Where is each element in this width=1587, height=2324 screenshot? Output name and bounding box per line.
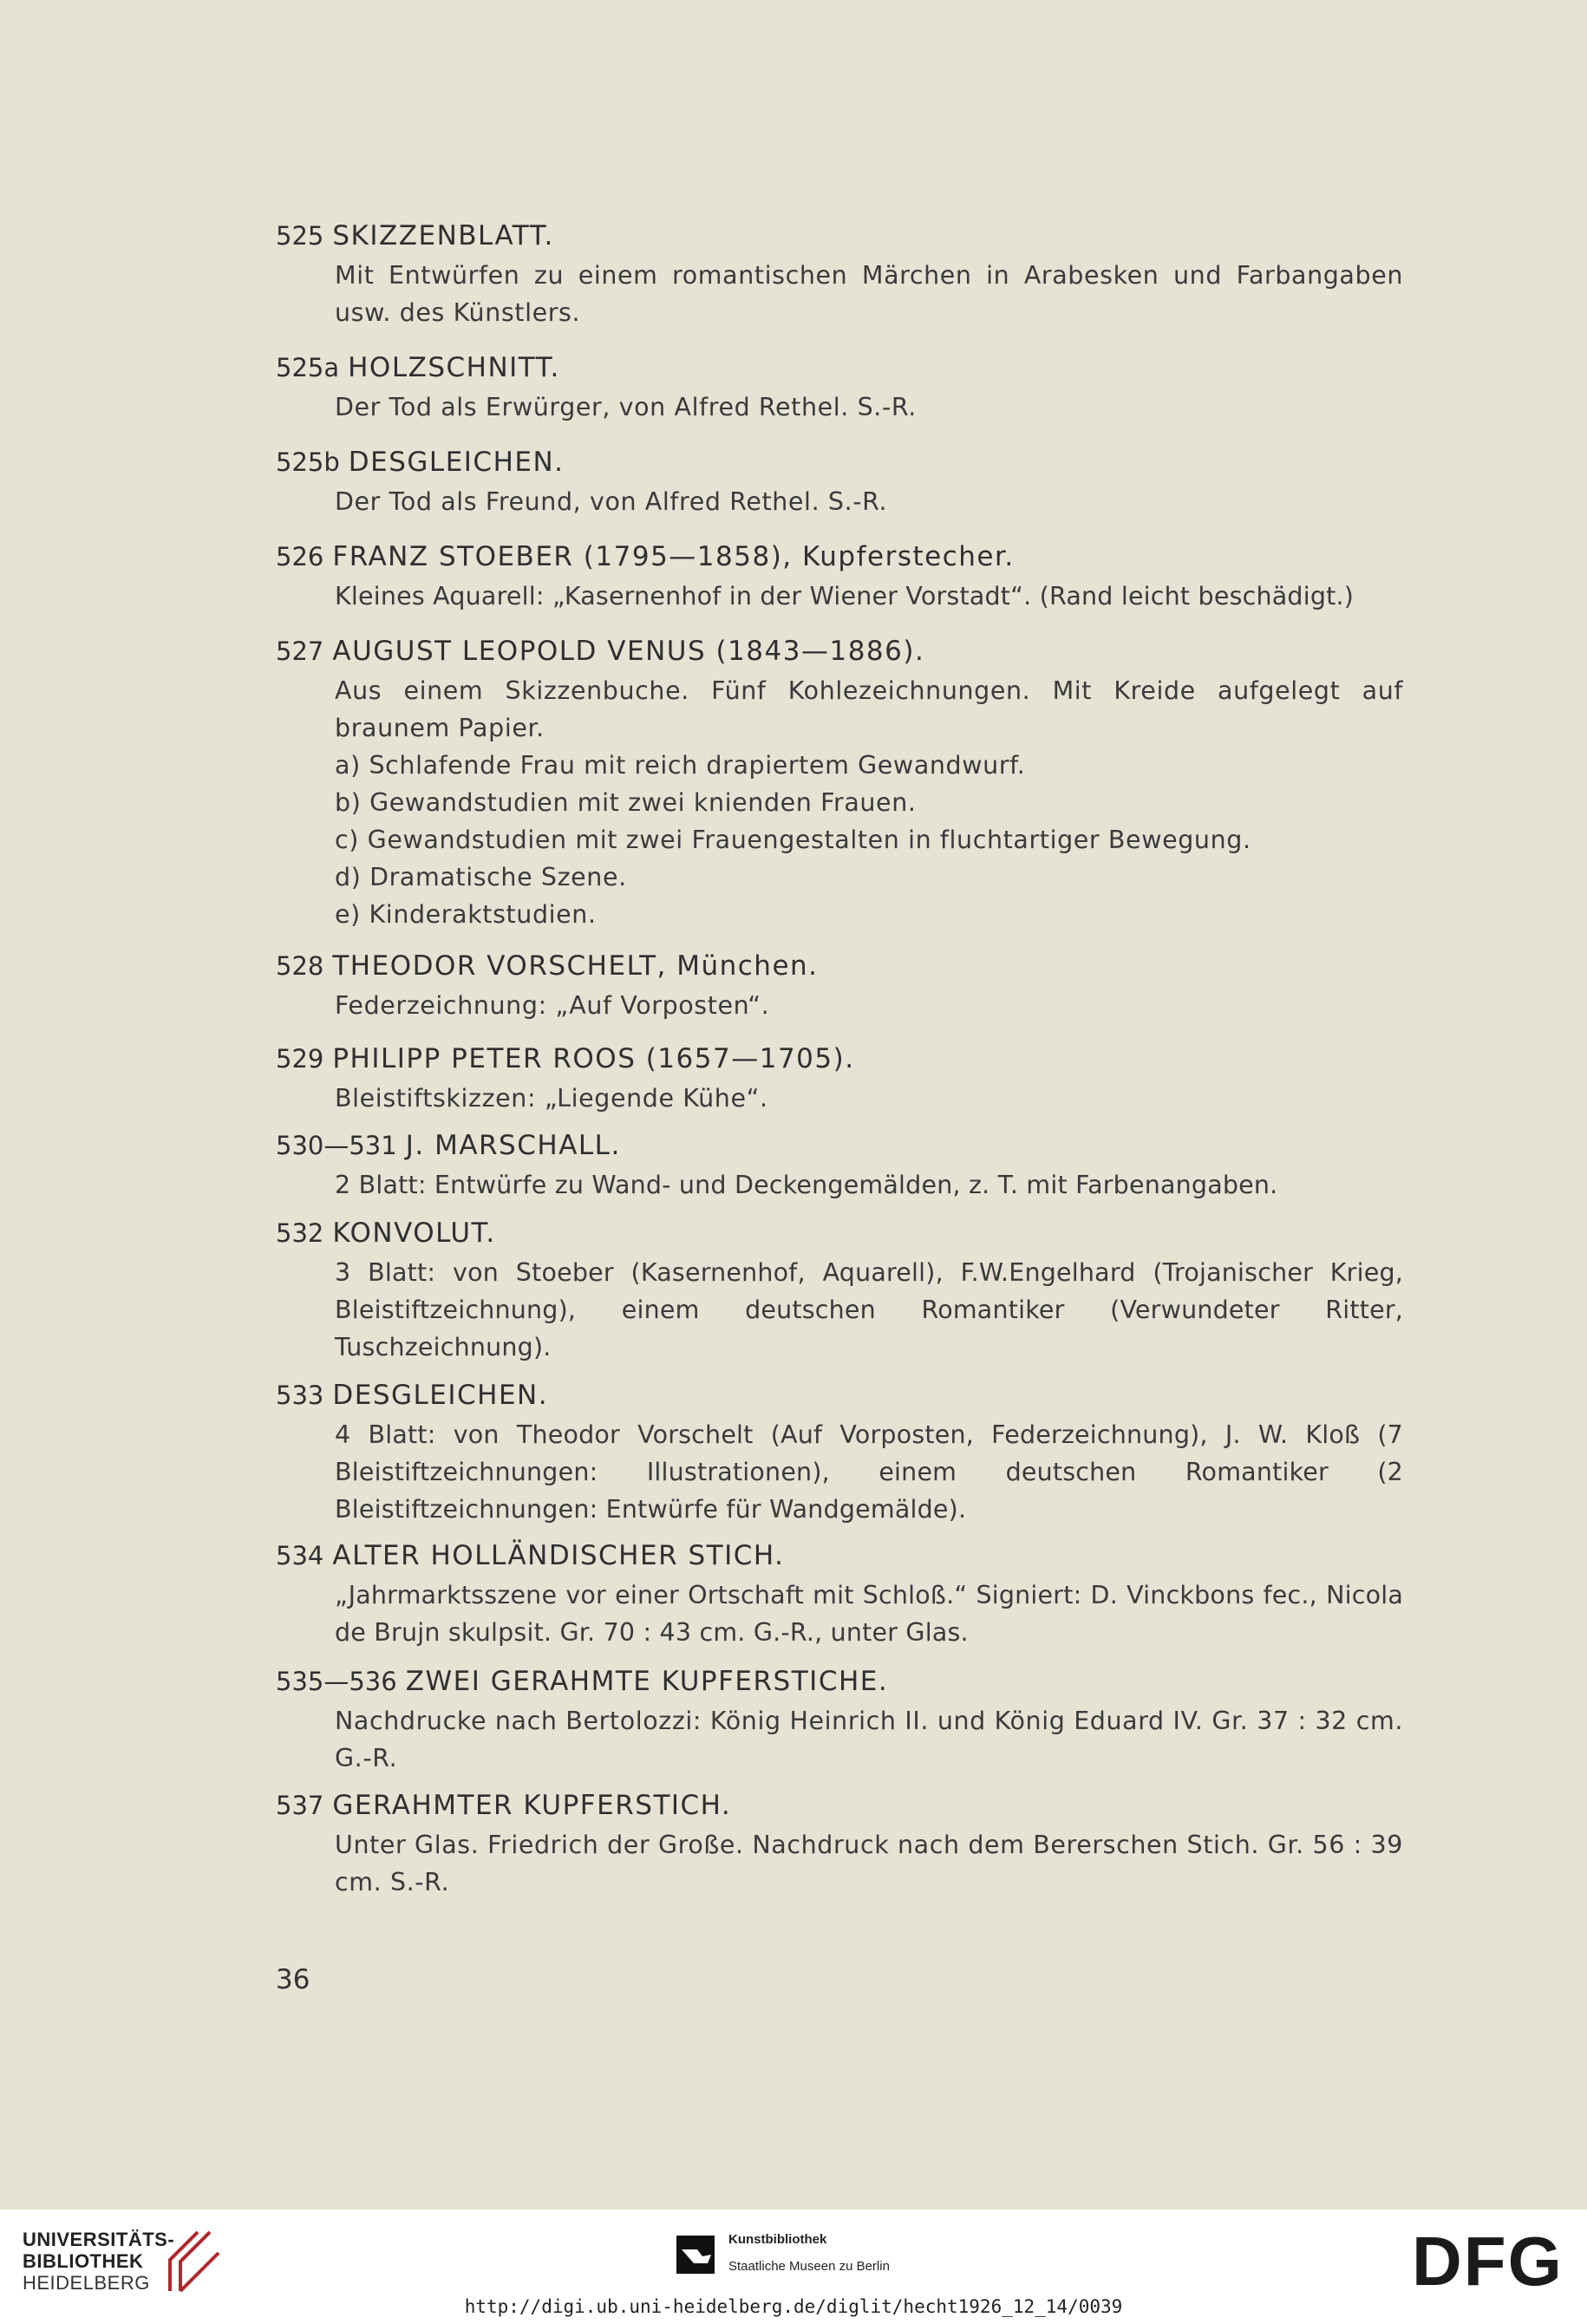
entry-description: Der Tod als Erwürger, von Alfred Rethel. S.-R. bbox=[335, 393, 917, 421]
entry-description: „Jahrmarktsszene vor einer Ortschaft mit Schloß.“ Signiert: D. Vinckbons fec., Nicola de Brujn skulpsit. Gr. 70 : 43 cm. G.-R., unter Glas. bbox=[335, 1581, 1403, 1647]
catalog-entry-527 bbox=[276, 634, 1403, 933]
subitem-c: c) Gewandstudien mit zwei Frauengestalten in fluchtartiger Bewegung. bbox=[335, 826, 1251, 854]
catalog-entry-537 bbox=[276, 1788, 1403, 1901]
university-library-logo[interactable] bbox=[23, 2229, 174, 2294]
entry-number: 525a bbox=[276, 353, 340, 382]
subitem-e: e) Kinderaktstudien. bbox=[335, 900, 597, 929]
university-logo-icon bbox=[154, 2227, 224, 2296]
entry-number: 534 bbox=[276, 1541, 324, 1570]
entry-title: ALTER HOLLÄNDISCHER STICH. bbox=[332, 1540, 785, 1571]
entry-title: GERAHMTER KUPFERSTICH. bbox=[332, 1790, 732, 1821]
entry-heading bbox=[276, 1378, 1403, 1413]
entry-title: FRANZ STOEBER (1795—1858), Kupferstecher. bbox=[332, 541, 1015, 572]
entry-heading bbox=[276, 634, 1403, 669]
catalog-entry-535-536 bbox=[276, 1664, 1403, 1777]
entry-description: Kleines Aquarell: „Kasernenhof in der Wiener Vorstadt“. (Rand leicht beschädigt.) bbox=[335, 582, 1355, 610]
entry-number: 527 bbox=[276, 636, 324, 666]
entry-title: PHILIPP PETER ROOS (1657—1705). bbox=[332, 1043, 855, 1074]
entry-description: Der Tod als Freund, von Alfred Rethel. S.-R. bbox=[335, 487, 888, 516]
entry-number: 537 bbox=[276, 1791, 324, 1820]
entry-heading bbox=[276, 1538, 1403, 1573]
entry-heading bbox=[276, 1128, 1403, 1163]
entry-heading bbox=[276, 949, 1403, 983]
entry-heading bbox=[276, 1664, 1403, 1699]
entry-heading bbox=[276, 1216, 1403, 1250]
catalog-entry-533 bbox=[276, 1378, 1403, 1528]
entry-description: Unter Glas. Friedrich der Große. Nachdruck nach dem Bererschen Stich. Gr. 56 : 39 cm. S.-R. bbox=[335, 1831, 1403, 1896]
entry-description: Aus einem Skizzenbuche. Fünf Kohlezeichnungen. Mit Kreide aufgelegt auf braunem Papier. bbox=[335, 676, 1403, 742]
entry-number: 525b bbox=[276, 447, 340, 477]
entry-heading bbox=[276, 1788, 1403, 1823]
museen-name: Staatliche Museen zu Berlin bbox=[728, 2259, 890, 2274]
university-line-3: HEIDELBERG bbox=[23, 2272, 150, 2294]
entry-heading bbox=[276, 539, 1403, 574]
entry-title: DESGLEICHEN. bbox=[332, 1380, 549, 1411]
entry-number: 530—531 bbox=[276, 1131, 397, 1160]
entry-description: Nachdrucke nach Bertolozzi: König Heinrich II. und König Eduard IV. Gr. 37 : 32 cm. G.-R. bbox=[335, 1707, 1403, 1772]
entry-title: J. MARSCHALL. bbox=[405, 1130, 621, 1161]
subitem-a: a) Schlafende Frau mit reich drapiertem Gewandwurf. bbox=[335, 751, 1026, 780]
entry-description: 2 Blatt: Entwürfe zu Wand- und Deckengemälden, z. T. mit Farbenangaben. bbox=[335, 1171, 1278, 1199]
entry-number: 526 bbox=[276, 542, 324, 571]
entry-subitems bbox=[335, 747, 1403, 933]
entry-heading bbox=[276, 1041, 1403, 1076]
catalog-entry-525a bbox=[276, 350, 1403, 426]
entry-description: 3 Blatt: von Stoeber (Kasernenhof, Aquarell), F.W.Engelhard (Trojanischer Krieg, Bleistiftzeichnung), einem deutschen Romantiker (Verwundeter Ritter, Tuschzeichnung). bbox=[335, 1258, 1403, 1361]
entry-description: Bleistiftskizzen: „Liegende Kühe“. bbox=[335, 1084, 768, 1113]
dfg-logo[interactable]: DFG bbox=[1412, 2223, 1564, 2300]
catalog-entry-526 bbox=[276, 539, 1403, 615]
entry-number: 535—536 bbox=[276, 1667, 397, 1696]
entry-heading bbox=[276, 219, 1403, 253]
kunstbibliothek-icon bbox=[676, 2236, 715, 2274]
entry-number: 525 bbox=[276, 221, 324, 251]
entry-title: KONVOLUT. bbox=[332, 1217, 496, 1249]
entry-title: HOLZSCHNITT. bbox=[348, 352, 560, 383]
catalog-entry-528 bbox=[276, 949, 1403, 1024]
subitem-b: b) Gewandstudien mit zwei knienden Frauen. bbox=[335, 788, 917, 817]
entry-title: SKIZZENBLATT. bbox=[332, 220, 554, 251]
catalog-entry-529 bbox=[276, 1041, 1403, 1117]
university-line-2: BIBLIOTHEK bbox=[23, 2250, 144, 2272]
page-number: 36 bbox=[276, 1964, 310, 1995]
entry-heading bbox=[276, 445, 1403, 480]
catalog-entry-525 bbox=[276, 219, 1403, 331]
entry-description: Mit Entwürfen zu einem romantischen Märchen in Arabesken und Farbangaben usw. des Künstlers. bbox=[335, 261, 1403, 327]
university-line-1: UNIVERSITÄTS- bbox=[23, 2229, 175, 2250]
digitization-footer bbox=[0, 2210, 1587, 2324]
entry-title: AUGUST LEOPOLD VENUS (1843—1886). bbox=[332, 636, 925, 667]
page-url[interactable]: http://digi.ub.uni-heidelberg.de/diglit/hecht1926_12_14/0039 bbox=[464, 2296, 1123, 2317]
subitem-d: d) Dramatische Szene. bbox=[335, 863, 627, 891]
catalog-entry-534 bbox=[276, 1538, 1403, 1651]
entry-title: THEODOR VORSCHELT, München. bbox=[332, 950, 819, 982]
entry-number: 532 bbox=[276, 1218, 324, 1248]
entry-title: ZWEI GERAHMTE KUPFERSTICHE. bbox=[405, 1666, 889, 1697]
entry-heading bbox=[276, 350, 1403, 385]
entry-number: 529 bbox=[276, 1044, 324, 1074]
entry-title: DESGLEICHEN. bbox=[348, 447, 565, 478]
entry-number: 528 bbox=[276, 951, 324, 981]
kunstbibliothek-name: Kunstbibliothek bbox=[728, 2232, 827, 2247]
catalog-entry-530-531 bbox=[276, 1128, 1403, 1204]
entry-number: 533 bbox=[276, 1381, 324, 1410]
catalog-entry-525b bbox=[276, 445, 1403, 520]
entry-description: 4 Blatt: von Theodor Vorschelt (Auf Vorposten, Federzeichnung), J. W. Kloß (7 Bleistiftzeichnungen: Illustrationen), einem deutschen Romantiker (2 Bleistiftzeichnungen: Entwürfe für Wandgemälde). bbox=[335, 1420, 1403, 1524]
entry-description: Federzeichnung: „Auf Vorposten“. bbox=[335, 991, 770, 1020]
catalog-entry-532 bbox=[276, 1216, 1403, 1366]
